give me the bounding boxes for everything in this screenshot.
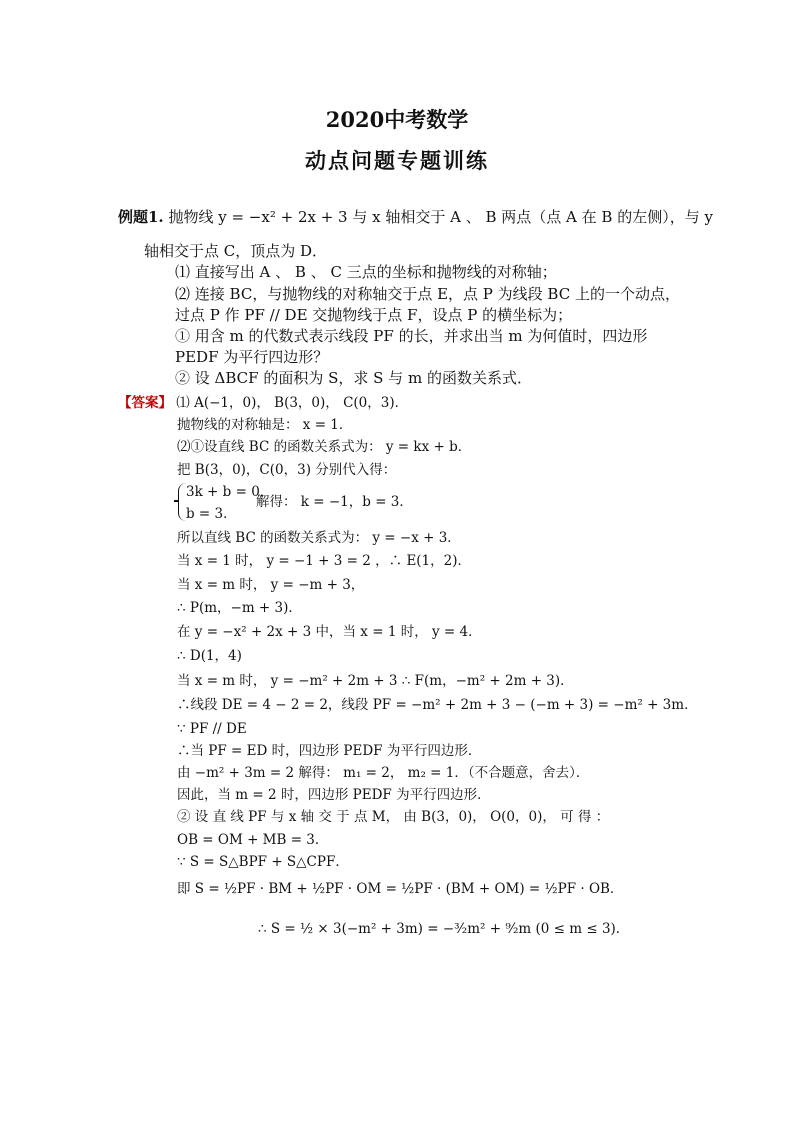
page-subtitle: 动点问题专题训练 [305,148,489,173]
answer-line-11: 当 x = m 时， y = −m² + 2m + 3 ∴ F(m，−m² + 2m + 3)． [177,673,574,689]
answer-line-12: ∴线段 DE = 4 − 2 = 2，线段 PF = −m² + 2m + 3 − (−m + 3) = −m² + 3m． [177,697,698,713]
answer-line-13: ∵ PF // DE [177,721,247,737]
answer-line-1 [118,393,408,413]
question-line-1 [118,207,713,227]
question-part-2b: 过点 P 作 PF // DE 交抛物线于点 F，设点 P 的横坐标为； [175,306,573,324]
question-part-4: ② 设 ΔBCF 的面积为 S，求 S 与 m 的函数关系式． [175,369,532,387]
answer-line-5: 所以直线 BC 的函数关系式为： y = −x + 3． [177,530,461,546]
question-text: 抛物线 y = −x² + 2x + 3 与 x 轴相交于 A 、 B 两点（点 A 在 B 的左侧），与 y [168,208,713,226]
answer-label: 【答案】 [118,395,172,411]
answer-line-6: 当 x = 1 时， y = −1 + 3 = 2 ，∴ E(1，2)． [177,553,472,569]
system-eq-1: 3k + b = 0， [186,484,274,500]
answer-line-3: ⑵①设直线 BC 的函数关系式为： y = kx + b． [177,439,472,455]
answer-line-8: ∴ P(m，−m + 3)． [177,600,302,616]
question-label: 例题1. [118,208,164,226]
answer-line-15: 由 −m² + 3m = 2 解得： m₁ = 2， m₂ = 1．（不合题意，舍去）． [177,765,590,781]
system-solution: 解得： k = −1，b = 3． [256,494,413,510]
question-part-2a: ⑵ 连接 BC，与抛物线的对称轴交于点 E，点 P 为线段 BC 上的一个动点， [175,285,680,303]
answer-line-14: ∴当 PF = ED 时，四边形 PEDF 为平行四边形． [177,743,482,759]
answer-line-7: 当 x = m 时， y = −m + 3， [177,577,365,593]
answer-line-17: ② 设 直 线 PF 与 x 轴 交 于 点 M， 由 B(3，0)， O(0，0)， 可 得 ： [177,809,610,825]
question-part-1: ⑴ 直接写出 A 、 B 、 C 三点的坐标和抛物线的对称轴； [175,263,557,281]
answer-line-19: ∵ S = S△BPF + S△CPF． [177,854,349,870]
answer-line-21: ∴ S = ½ × 3(−m² + 3m) = −³⁄₂m² + ⁹⁄₂m (0 ≤ m ≤ 3)． [258,921,630,937]
system-eq-2: b = 3． [186,506,237,522]
question-line-2: 轴相交于点 C，顶点为 D． [144,242,328,260]
page-title: 2020中考数学 [325,107,469,132]
answer-line-4: 把 B(3，0)，C(0，3) 分别代入得： [177,462,397,478]
question-part-3b: PEDF 为平行四边形？ [175,348,329,366]
answer-line-18: OB = OM + MB = 3． [177,832,329,848]
answer-line-2: 抛物线的对称轴是： x = 1． [177,417,353,433]
question-part-3a: ① 用含 m 的代数式表示线段 PF 的长，并求出当 m 为何值时，四边形 [175,327,648,345]
answer-line-9: 在 y = −x² + 2x + 3 中，当 x = 1 时， y = 4． [177,624,482,640]
answer-text-1: ⑴ A(−1，0)， B(3，0)， C(0，3)． [176,395,409,411]
answer-line-10: ∴ D(1，4) [177,648,242,664]
answer-line-20: 即 S = ½PF · BM + ½PF · OM = ½PF · (BM + OM) = ½PF · OB． [177,881,624,897]
answer-line-16: 因此，当 m = 2 时，四边形 PEDF 为平行四边形． [177,787,491,803]
